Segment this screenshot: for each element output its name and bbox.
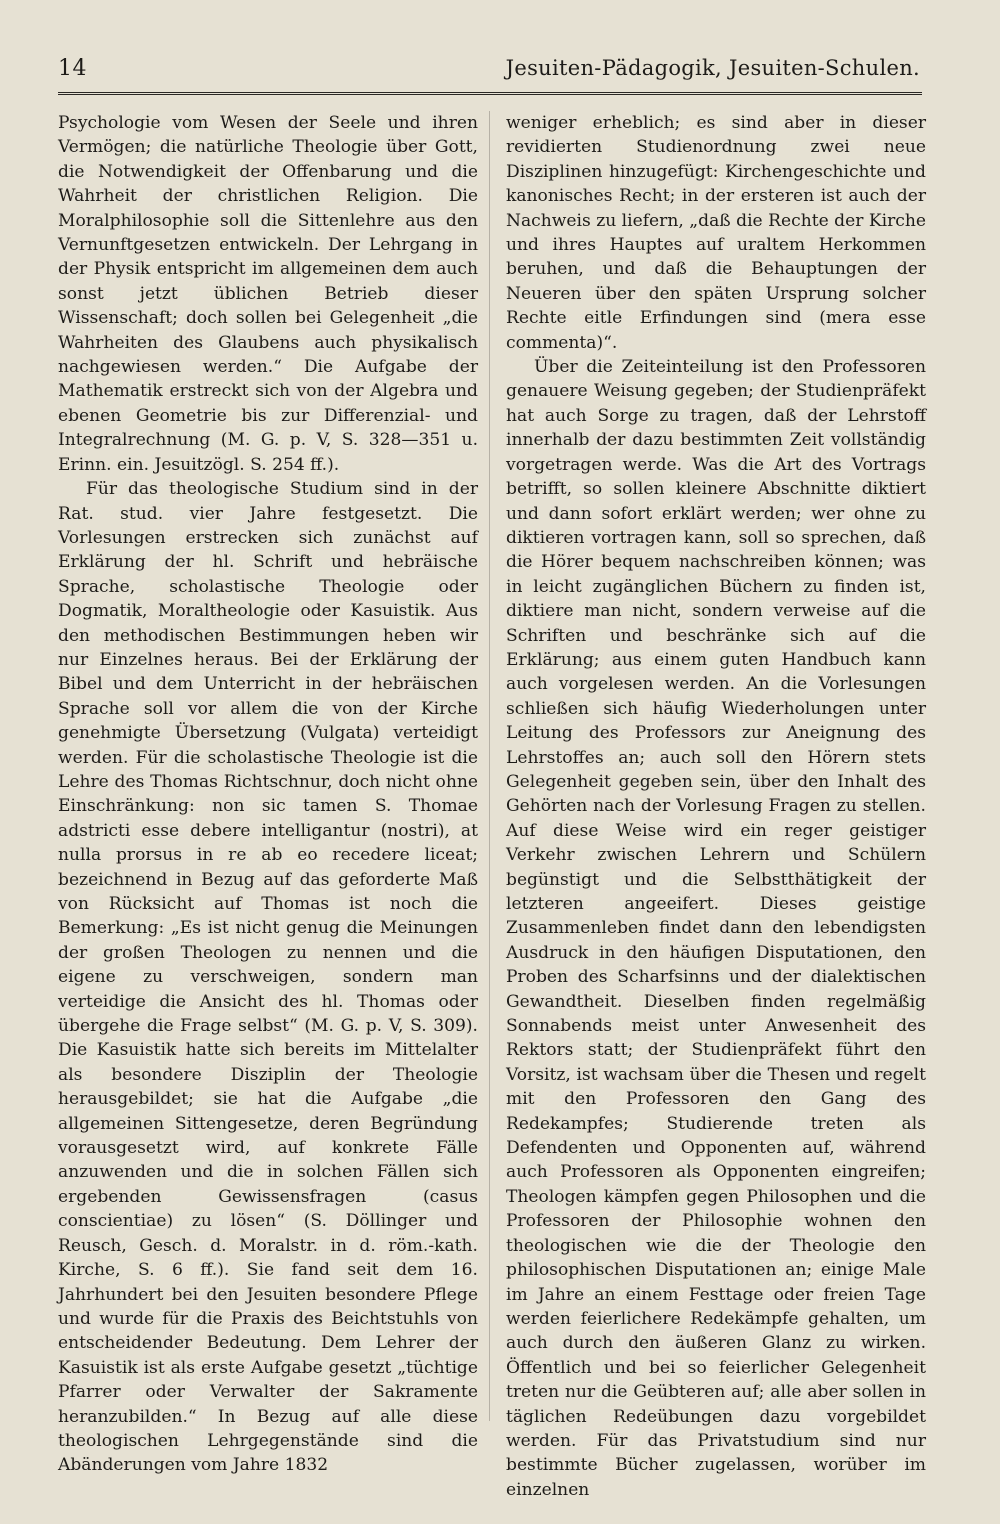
right-paragraph-2: Über die Zeiteinteilung ist den Professoren genauere Weisung gegeben; der Studienpräfekt hat auch Sorge zu tragen, daß der Lehrstoff innerhalb der dazu bestimmten Zeit vollständig vorgetragen werde. Was die Art des Vortrags betrifft, so sollen kleinere Abschnitte diktiert und dann sofort erklärt werden; wer ohne zu diktieren vortragen kann, soll so sprechen, daß die Hörer bequem nachschreiben können; was in leicht zugänglichen Büchern zu finden ist, diktiere man nicht, sondern verweise auf die Schriften und beschränke sich auf die Erklärung; aus einem guten Handbuch kann auch vorgelesen werden. An die Vorlesungen schließen sich häufig Wiederholungen unter Leitung des Professors zur Aneignung des Lehrstoffes an; auch soll den Hörern stets Gelegenheit gegeben sein, über den Inhalt des Gehörten nach der Vorlesung Fragen zu stellen. Auf diese Weise wird ein reger geistiger Verkehr zwischen Lehrern und Schülern begünstigt und die Selbstthätigkeit der letzteren angeeifert. Dieses geistige Zusammenleben findet dann den lebendigsten Ausdruck in den häufigen Disputationen, den Proben des Scharfsinns und der dialektischen Gewandtheit. Dieselben finden regelmäßig Sonnabends meist unter Anwesenheit des Rektors statt; der Studienpräfekt führt den Vorsitz, ist wachsam über die Thesen und regelt mit den Professoren den Gang des Redekampfes; Studierende treten als Defendenten und Opponenten auf, während auch Professoren als Opponenten eingreifen; Theologen kämpfen gegen Philosophen und die Professoren der Philosophie wohnen den theologischen wie die der Theologie den philosophischen Disputationen an; einige Male im Jahre an einem Festtage oder freien Tage werden feierlichere Redekämpfe gehalten, um auch durch den äußeren Glanz zu wirken. Öffentlich und bei so feierlicher Gelegenheit treten nur die Geübteren auf; alle aber sollen in täglichen Redeübungen dazu vorgebildet werden. Für das Privatstudium sind nur bestimmte Bücher zugelassen, worüber im einzelnen <box>506 357 926 1500</box>
right-paragraph-1: weniger erheblich; es sind aber in dieser revidierten Studienordnung zwei neue Disziplinen hinzugefügt: Kirchengeschichte und kanonisches Recht; in der ersteren ist auch der Nachweis zu liefern, „daß die Rechte der Kirche und ihres Hauptes auf uraltem Herkommen beruhen, und daß die Behauptungen der Neueren über den späten Ursprung solcher Rechte eitle Erfindungen sind (mera esse commenta)“. <box>506 113 926 353</box>
right-column <box>506 111 926 1502</box>
left-paragraph-1: Psychologie vom Wesen der Seele und ihren Vermögen; die natürliche Theologie über Gott, die Notwendigkeit der Offenbarung und die Wahrheit der christlichen Religion. Die Moralphilosophie soll die Sittenlehre aus den Vernunftgesetzen entwickeln. Der Lehrgang in der Physik entspricht im allgemeinen dem auch sonst jetzt üblichen Betrieb dieser Wissenschaft; doch sollen bei Gelegenheit „die Wahrheiten des Glaubens auch physikalisch nachgewiesen werden.“ Die Aufgabe der Mathematik erstreckt sich von der Algebra und ebenen Geometrie bis zur Differenzial- und Integralrechnung (M. G. p. V, S. 328—351 u. Erinn. ein. Jesuitzögl. S. 254 ff.). <box>58 113 478 475</box>
column-gutter <box>489 111 490 1421</box>
page-header <box>58 56 920 90</box>
left-paragraph-2: Für das theologische Studium sind in der Rat. stud. vier Jahre festgesetzt. Die Vorlesungen erstrecken sich zunächst auf Erklärung der hl. Schrift und hebräische Sprache, scholastische Theologie oder Dogmatik, Moraltheologie oder Kasuistik. Aus den methodischen Bestimmungen heben wir nur Einzelnes heraus. Bei der Erklärung der Bibel und dem Unterricht in der hebräischen Sprache soll vor allem die von der Kirche genehmigte Übersetzung (Vulgata) verteidigt werden. Für die scholastische Theologie ist die Lehre des Thomas Richtschnur, doch nicht ohne Einschränkung: non sic tamen S. Thomae adstricti esse debere intelligantur (nostri), at nulla prorsus in re ab eo recedere liceat; bezeichnend in Bezug auf das geforderte Maß von Rücksicht auf Thomas ist noch die Bemerkung: „Es ist nicht genug die Meinungen der großen Theologen zu nennen und die eigene zu verschweigen, sondern man verteidige die Ansicht des hl. Thomas oder übergehe die Frage selbst“ (M. G. p. V, S. 309). Die Kasuistik hatte sich bereits im Mittelalter als besondere Disziplin der Theologie herausgebildet; sie hat die Aufgabe „die allgemeinen Sittengesetze, deren Begründung vorausgesetzt wird, auf konkrete Fälle anzuwenden und die in solchen Fällen sich ergebenden Gewissensfragen (casus conscientiae) zu lösen“ (S. Döllinger und Reusch, Gesch. d. Moralstr. in d. röm.-kath. Kirche, S. 6 ff.). Sie fand seit dem 16. Jahrhundert bei den Jesuiten besondere Pflege und wurde für die Praxis des Beichtstuhls von entscheidender Bedeutung. Dem Lehrer der Kasuistik ist als erste Aufgabe gesetzt „tüchtige Pfarrer oder Verwalter der Sakramente heranzubilden.“ In Bezug auf alle diese theologischen Lehrgegenstände sind die Abänderungen vom Jahre 1832 <box>58 479 478 1476</box>
running-title: Jesuiten-Pädagogik, Jesuiten-Schulen. <box>505 56 920 80</box>
left-column <box>58 111 478 1478</box>
header-rule <box>58 92 922 95</box>
page-number: 14 <box>58 56 87 81</box>
